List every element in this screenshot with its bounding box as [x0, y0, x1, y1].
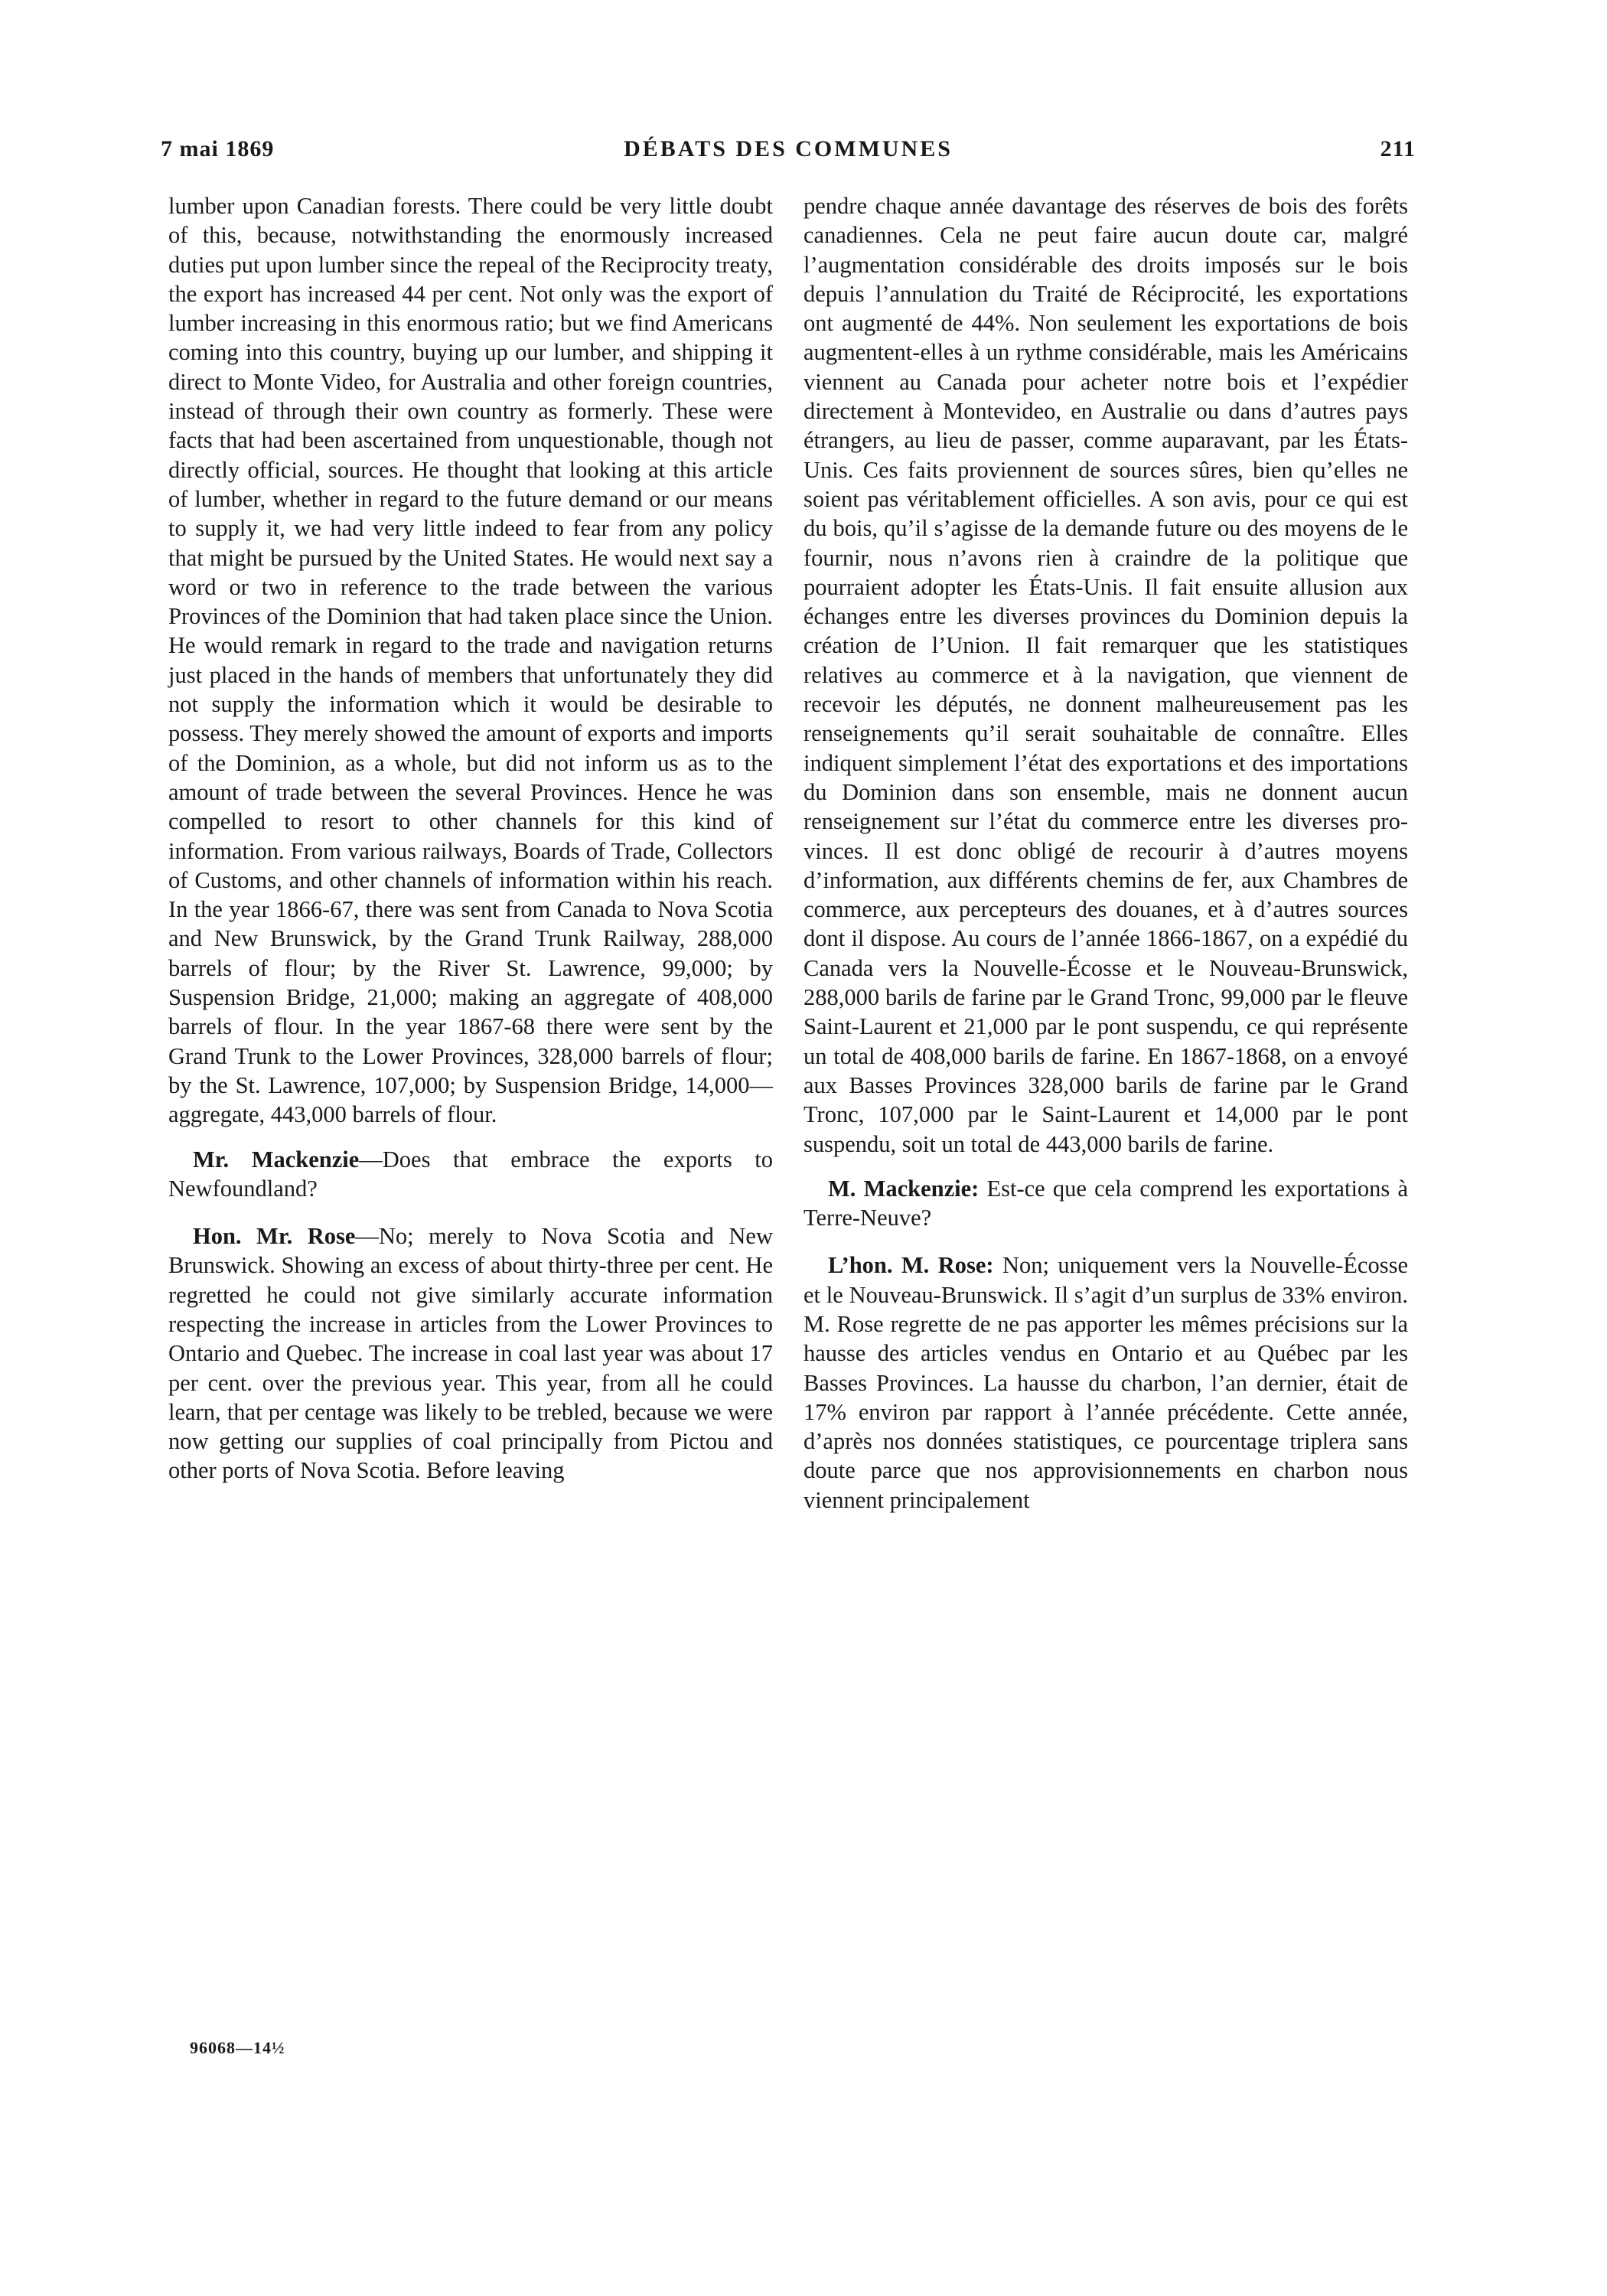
speaker-name: Mr. Mackenzie: [193, 1146, 360, 1172]
running-head: [161, 136, 1416, 174]
french-paragraph: [804, 1251, 1408, 1515]
header-title: DÉBATS DES COMMUNES: [624, 136, 953, 161]
french-paragraph: [804, 1174, 1408, 1233]
speaker-name: M. Mackenzie:: [828, 1175, 980, 1202]
speaker-name: Hon. Mr. Rose: [193, 1223, 356, 1250]
speech-text: Non; uniquement vers la Nouvelle-Écosse et le Nouveau-Brunswick. Il s’agit d’un surplus de 33% environ. M. Rose regrette de ne pas apporter les mêmes précisions sur la hausse des articles vendus en Ontario et au Québec par les Basses Provinces. La hausse du charbon, l’an dernier, était de 17% environ par rapport à l’année précédente. Cette année, d’après nos données statistiques, ce pourcentage triplera sans doute parce que nos approvisionnements en charbon nous viennent principalement: [804, 1252, 1408, 1513]
header-date: 7 mai 1869: [161, 136, 275, 161]
speech-text: —No; merely to Nova Scotia and New Brunswick. Showing an excess of about thirty-three per cent. He regretted he could not give similarly accurate information respecting the increase in articles from the Lower Provinces to Ontario and Quebec. The increase in coal last year was about 17 per cent. over the previous year. This year, from all he could learn, that per centage was likely to be trebled, because we were now getting our supplies of coal principally from Pictou and other ports of Nova Scotia. Before leaving: [168, 1223, 773, 1484]
english-paragraph: [168, 1221, 773, 1486]
speech-text: Est-ce que cela comprend les exportations à Terre-Neuve?: [804, 1175, 1408, 1231]
printer-code: 96068—14½: [190, 2038, 285, 2057]
english-paragraph: lumber upon Canadian forests. There could be very little doubt of this, because, notwithstanding the enormously increased duties put upon lumber since the repeal of the Reciprocity treaty, the export has increased 44 per cent. Not only was the export of lumber increasing in this enormous ratio; but we find Americans coming into this country, buying up our lumber, and shipping it direct to Monte Video, for Australia and other foreign countries, instead of through their own country as formerly. These were facts that had been ascertained from unquestionable, though not directly official, sources. He thought that looking at this article of lumber, whether in regard to the future demand or our means to supply it, we had very little indeed to fear from any policy that might be pursued by the United States. He would next say a word or two in reference to the trade between the various Provinces of the Dominion that had taken place since the Union. He would remark in regard to the trade and navigation returns just placed in the hands of members that unfortunately they did not supply the information which it would be desirable to possess. They merely showed the amount of exports and imports of the Dominion, as a whole, but did not inform us as to the amount of trade between the several Provinces. Hence he was compelled to resort to other channels for this kind of information. From various railways, Boards of Trade, Collectors of Customs, and other channels of information within his reach. In the year 1866-67, there was sent from Canada to Nova Scotia and New Brunswick, by the Grand Trunk Railway, 288,000 barrels of flour; by the River St. Lawrence, 99,000; by Suspension Bridge, 21,000; making an aggregate of 408,000 barrels of flour. In the year 1867-68 there were sent by the Grand Trunk to the Lower Provinces, 328,000 barrels of flour; by the St. Lawrence, 107,000; by Suspension Bridge, 14,000—aggregate, 443,000 barrels of flour.: [168, 193, 773, 1128]
page-number: 211: [1380, 136, 1416, 161]
speech-text: —Does that embrace the exports to Newfoundland?: [168, 1146, 773, 1202]
french-paragraph: pendre chaque année davantage des réserves de bois des forêts canadiennes. Cela ne peut faire aucun doute car, malgré l’augmentation considérable des droits imposés sur le bois depuis l’annulation du Traité de Réciprocité, les exportations ont augmenté de 44%. Non seulement les exportations de bois augmentent-elles à un rythme considérable, mais les Américains viennent au Canada pour acheter notre bois et l’expédier directement à Montevideo, en Australie ou dans d’autres pays étrangers, au lieu de passer, comme auparavant, par les États-Unis. Ces faits proviennent de sources sûres, bien qu’elles ne soient pas véritablement officielles. A son avis, pour ce qui est du bois, qu’il s’agisse de la demande future ou des moyens de le fournir, nous n’avons rien à craindre de la politique que pourraient adopter les États-Unis. Il fait ensuite allusion aux échanges entre les diverses provinces du Dominion depuis la création de l’Union. Il fait remarquer que les statistiques relatives au commerce et à la navigation, que viennent de recevoir les députés, ne donnent malheureusement pas les renseignements qu’il serait souhaitable de connaître. Elles indiquent simplement l’état des exportations et des importations du Dominion dans son ensemble, mais ne donnent aucun renseignement sur l’état du commerce entre les diverses provinces. Il est donc obligé de recourir à d’autres moyens d’information, aux différents chemins de fer, aux Chambres de commerce, aux percepteurs des douanes, et à d’autres sources dont il dispose. Au cours de l’année 1866-1867, on a expédié du Canada vers la Nouvelle-Écosse et le Nouveau-Brunswick, 288,000 barils de farine par le Grand Tronc, 99,000 par le fleuve Saint-Laurent et 21,000 par le pont suspendu, ce qui représente un total de 408,000 barils de farine. En 1867-1868, on a envoyé aux Basses Provinces 328,000 barils de farine par le Grand Tronc, 107,000 par le Saint-Laurent et 14,000 par le pont suspendu, soit un total de 443,000 barils de farine.: [804, 193, 1408, 1157]
english-column: [168, 191, 773, 1504]
english-paragraph: [168, 1145, 773, 1204]
french-column: [804, 191, 1408, 1533]
speaker-name: L’hon. M. Rose:: [828, 1252, 994, 1279]
